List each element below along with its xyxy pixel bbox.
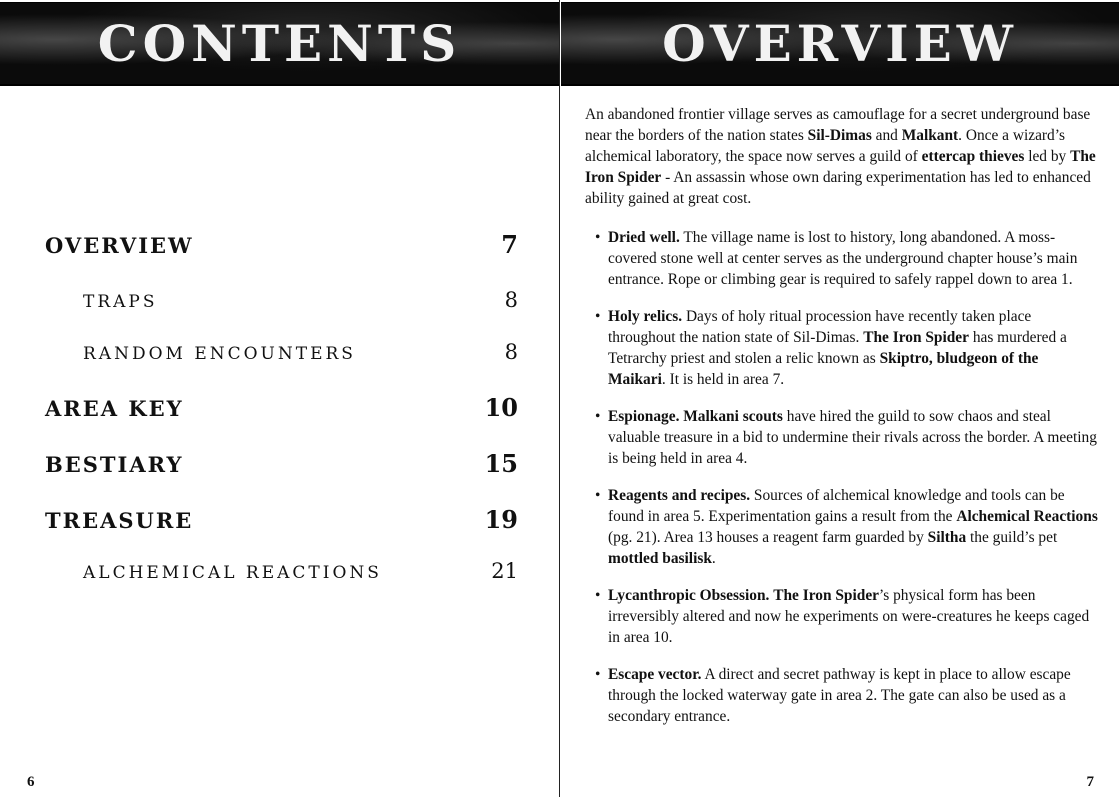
bullet-dot-icon: • [595, 487, 601, 504]
bullet-dot-icon: • [595, 587, 601, 604]
overview-bullet [595, 585, 1099, 648]
overview-bullet [595, 406, 1099, 469]
bold-term: mottled basilisk [608, 550, 712, 567]
toc-entry-title: BESTIARY [45, 452, 184, 477]
toc-entry-page: 7 [501, 230, 518, 259]
text-run: . Once a wizard’s alchemical laboratory, the space now serves a guild of [585, 127, 1066, 165]
text-run: ’s physical form has been irreversibly altered and now he experiments on were-creatures he keeps caged in area 10. [608, 587, 1090, 646]
toc-entry[interactable] [45, 340, 518, 364]
toc-entry-title: RANDOM ENCOUNTERS [83, 344, 356, 364]
bold-term: The Iron Spider [585, 148, 1096, 186]
overview-bullet [595, 664, 1099, 727]
bold-term: Espionage. [608, 408, 680, 425]
toc-entry-page: 8 [504, 340, 518, 364]
toc-entry-title: AREA KEY [45, 396, 184, 421]
bold-term: The Iron Spider [773, 587, 879, 604]
contents-banner [0, 2, 559, 86]
overview-bullet [595, 306, 1099, 390]
text-run: and [871, 127, 902, 144]
toc-entry[interactable] [45, 288, 518, 312]
bullet-dot-icon: • [595, 408, 601, 425]
text-run: has murdered a Tetrarchy priest and stolen a relic known as [608, 329, 1067, 367]
toc-entry-page: 10 [484, 393, 518, 422]
bold-term: The Iron Spider [863, 329, 969, 346]
toc-entry[interactable] [45, 505, 518, 534]
bold-term: Sil-Dimas [807, 127, 872, 144]
toc-entry-title: TREASURE [45, 508, 194, 533]
bullet-dot-icon: • [595, 308, 601, 325]
text-run: . It is held in area 7. [661, 371, 785, 388]
page-number-right: 7 [1086, 774, 1094, 790]
contents-title: CONTENTS [97, 14, 462, 73]
bold-term: Dried well. [608, 229, 680, 246]
toc-entry[interactable] [45, 230, 518, 259]
bold-term: Escape vector. [608, 666, 702, 683]
bullet-dot-icon: • [595, 666, 601, 683]
text-run: - An assassin whose own daring experimentation has led to enhanced ability gained at great cost. [585, 169, 1091, 207]
text-run: (pg. 21). Area 13 houses a reagent farm guarded by [608, 529, 928, 546]
toc-entry[interactable] [45, 449, 518, 478]
right-page [561, 0, 1119, 797]
bold-term: Skiptro, bludgeon of the Maikari [608, 350, 1039, 388]
page-number-left: 6 [27, 774, 35, 790]
overview-banner [561, 2, 1119, 86]
toc-entry-page: 19 [484, 505, 518, 534]
text-run: led by [1024, 148, 1071, 165]
toc-entry-page: 8 [504, 288, 518, 312]
toc-entry-title: TRAPS [83, 292, 158, 312]
overview-bullet [595, 227, 1099, 290]
bullet-dot-icon: • [595, 229, 601, 246]
text-run: Days of holy ritual procession have recently taken place throughout the nation state of Sil-Dimas. [608, 308, 1032, 346]
text-run: the guild’s pet [966, 529, 1058, 546]
bold-term: Reagents and recipes. [608, 487, 751, 504]
bold-term: Alchemical Reactions [956, 508, 1098, 525]
text-run: The village name is lost to history, long abandoned. A moss-covered stone well at center serves as the underground chapter house’s main entrance. Rope or climbing gear is required to safely rappel down to area 1. [608, 229, 1078, 288]
bold-term: Siltha [927, 529, 967, 546]
text-run: Sources of alchemical knowledge and tools can be found in area 5. Experimentation gains a result from the [608, 487, 1065, 525]
toc-entry[interactable] [45, 559, 518, 583]
toc-entry-title: OVERVIEW [45, 233, 194, 258]
overview-title: OVERVIEW [662, 14, 1018, 73]
text-run: A direct and secret pathway is kept in place to allow escape through the locked waterway gate in area 2. The gate can also be used as a secondary entrance. [608, 666, 1071, 725]
overview-bullet-list [595, 227, 1099, 743]
overview-intro-paragraph [585, 104, 1099, 209]
bold-term: Holy relics. [608, 308, 683, 325]
toc-entry[interactable] [45, 393, 518, 422]
bold-term: ettercap thieves [921, 148, 1025, 165]
text-run: . [711, 550, 716, 567]
bold-term: Lycanthropic Obsession. [608, 587, 770, 604]
bold-term: Malkant [901, 127, 959, 144]
text-run: An abandoned frontier village serves as camouflage for a secret underground base near the borders of the nation states [585, 106, 1091, 144]
toc-entry-page: 15 [484, 449, 518, 478]
toc-entry-title: ALCHEMICAL REACTIONS [83, 563, 382, 583]
bold-term: Malkani scouts [683, 408, 783, 425]
text-run: have hired the guild to sow chaos and steal valuable treasure in a bid to undermine their rivals across the border. A meeting is being held in area 4. [608, 408, 1097, 467]
toc-entry-page: 21 [491, 559, 518, 583]
overview-bullet [595, 485, 1099, 569]
